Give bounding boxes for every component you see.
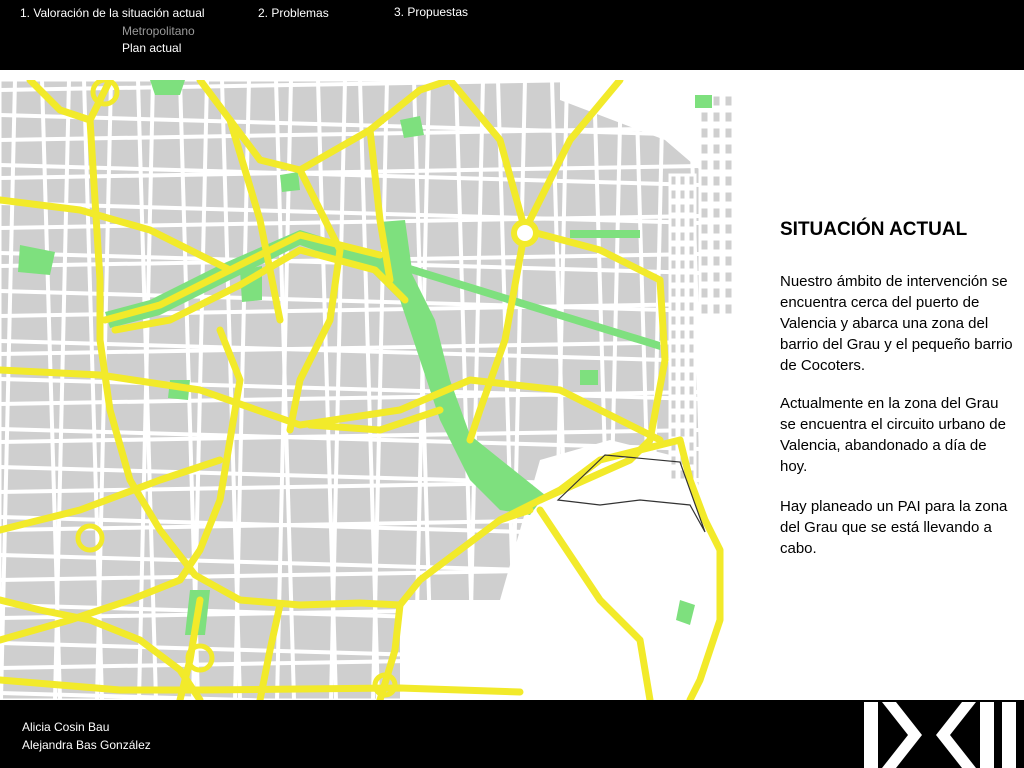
coastal-block bbox=[679, 343, 686, 354]
coastal-block bbox=[712, 127, 721, 139]
coastal-block bbox=[688, 259, 695, 270]
coastal-block bbox=[670, 315, 677, 326]
coastal-block bbox=[712, 271, 721, 283]
coastal-block bbox=[688, 427, 695, 438]
coastal-block bbox=[670, 175, 677, 186]
coastal-block bbox=[688, 371, 695, 382]
coastal-block bbox=[688, 231, 695, 242]
coastal-block bbox=[688, 329, 695, 340]
paragraph-pai: Hay planeado un PAI para la zona del Grau que se está llevando a cabo. bbox=[780, 498, 1008, 557]
coastal-block bbox=[712, 239, 721, 251]
coastal-block bbox=[712, 111, 721, 123]
coastal-block bbox=[688, 315, 695, 326]
coastal-block bbox=[724, 287, 733, 299]
coastal-block bbox=[700, 223, 709, 235]
coastal-block bbox=[679, 315, 686, 326]
coastal-block bbox=[712, 95, 721, 107]
coastal-block bbox=[724, 159, 733, 171]
coastal-block bbox=[712, 255, 721, 267]
coastal-block bbox=[679, 273, 686, 284]
coastal-block bbox=[679, 427, 686, 438]
coastal-block bbox=[670, 427, 677, 438]
coastal-block bbox=[724, 191, 733, 203]
coastal-block bbox=[724, 255, 733, 267]
city-map bbox=[0, 80, 770, 700]
coastal-block bbox=[700, 239, 709, 251]
coastal-block bbox=[670, 343, 677, 354]
coastal-block bbox=[688, 413, 695, 424]
coastal-block bbox=[688, 245, 695, 256]
coastal-block bbox=[700, 191, 709, 203]
coastal-block bbox=[679, 175, 686, 186]
coastal-block bbox=[712, 287, 721, 299]
coastal-block bbox=[712, 223, 721, 235]
coastal-block bbox=[688, 287, 695, 298]
coastal-block bbox=[679, 399, 686, 410]
coastal-block bbox=[724, 271, 733, 283]
coastal-block bbox=[688, 399, 695, 410]
author-1: Alicia Cosin Bau bbox=[22, 720, 110, 734]
coastal-block bbox=[724, 207, 733, 219]
coastal-block bbox=[688, 273, 695, 284]
coastal-block bbox=[679, 357, 686, 368]
coastal-block bbox=[700, 175, 709, 187]
coastal-block bbox=[700, 303, 709, 315]
coastal-block bbox=[712, 207, 721, 219]
coastal-block bbox=[670, 413, 677, 424]
coastal-block bbox=[679, 413, 686, 424]
coastal-block bbox=[670, 287, 677, 298]
coastal-block bbox=[679, 371, 686, 382]
coastal-block bbox=[724, 223, 733, 235]
coastal-block bbox=[679, 287, 686, 298]
coastal-block bbox=[670, 399, 677, 410]
coastal-block bbox=[670, 469, 677, 480]
coastal-block bbox=[679, 301, 686, 312]
coastal-block bbox=[679, 217, 686, 228]
author-2: Alejandra Bas González bbox=[22, 738, 151, 752]
coastal-block bbox=[688, 189, 695, 200]
coastal-block bbox=[670, 371, 677, 382]
coastal-block bbox=[670, 329, 677, 340]
coastal-block bbox=[688, 301, 695, 312]
nav-propuestas[interactable]: 3. Propuestas bbox=[394, 5, 469, 19]
nav-problemas[interactable]: 2. Problemas bbox=[258, 6, 329, 20]
coastal-block bbox=[712, 159, 721, 171]
coastal-block bbox=[712, 303, 721, 315]
coastal-block bbox=[724, 303, 733, 315]
subnav-metropolitano[interactable]: Metropolitano bbox=[122, 24, 195, 38]
coastal-block bbox=[688, 343, 695, 354]
coastal-block bbox=[670, 259, 677, 270]
coastal-block bbox=[700, 159, 709, 171]
coastal-block bbox=[700, 287, 709, 299]
coastal-block bbox=[700, 127, 709, 139]
coastal-block bbox=[670, 385, 677, 396]
coastal-block bbox=[670, 231, 677, 242]
coastal-block bbox=[679, 385, 686, 396]
coastal-block bbox=[679, 259, 686, 270]
panel-title: SITUACIÓN ACTUAL bbox=[780, 219, 968, 240]
coastal-block bbox=[688, 175, 695, 186]
coastal-block bbox=[670, 245, 677, 256]
school-logo-icon bbox=[852, 702, 1022, 768]
coastal-block bbox=[679, 189, 686, 200]
coastal-block bbox=[679, 329, 686, 340]
coastal-block bbox=[700, 111, 709, 123]
coastal-block bbox=[724, 127, 733, 139]
coastal-block bbox=[670, 357, 677, 368]
coastal-block bbox=[724, 239, 733, 251]
coastal-block bbox=[700, 207, 709, 219]
coastal-block bbox=[688, 357, 695, 368]
coastal-block bbox=[712, 143, 721, 155]
coastal-block bbox=[679, 231, 686, 242]
coastal-block bbox=[670, 217, 677, 228]
coastal-block bbox=[712, 191, 721, 203]
coastal-block bbox=[724, 143, 733, 155]
subnav-plan-actual[interactable]: Plan actual bbox=[122, 41, 182, 55]
coastal-block bbox=[724, 95, 733, 107]
coastal-block bbox=[688, 385, 695, 396]
coastal-block bbox=[688, 203, 695, 214]
coastal-block bbox=[670, 189, 677, 200]
paragraph-ambito: Nuestro ámbito de intervención se encuentra cerca del puerto de Valencia y abarca una zona del barrio del Grau y el pequeño barrio de Cocoters. bbox=[780, 273, 1013, 374]
coastal-block bbox=[700, 255, 709, 267]
coastal-block bbox=[670, 203, 677, 214]
coastal-block bbox=[688, 441, 695, 452]
coastal-block bbox=[724, 111, 733, 123]
coastal-block bbox=[712, 175, 721, 187]
coastal-block bbox=[688, 217, 695, 228]
coastal-block bbox=[700, 271, 709, 283]
coastal-block bbox=[724, 175, 733, 187]
coastal-block bbox=[670, 301, 677, 312]
coastal-block bbox=[679, 245, 686, 256]
roundabout bbox=[514, 222, 536, 244]
paragraph-circuito: Actualmente en la zona del Grau se encuentra el circuito urbano de Valencia, abandonado a día de hoy. bbox=[780, 395, 1006, 475]
coastal-block bbox=[670, 455, 677, 466]
coastal-block bbox=[700, 143, 709, 155]
coastal-block bbox=[679, 203, 686, 214]
top-bar bbox=[0, 0, 1024, 70]
nav-valoracion[interactable]: 1. Valoración de la situación actual bbox=[20, 6, 205, 20]
coastal-block bbox=[670, 273, 677, 284]
